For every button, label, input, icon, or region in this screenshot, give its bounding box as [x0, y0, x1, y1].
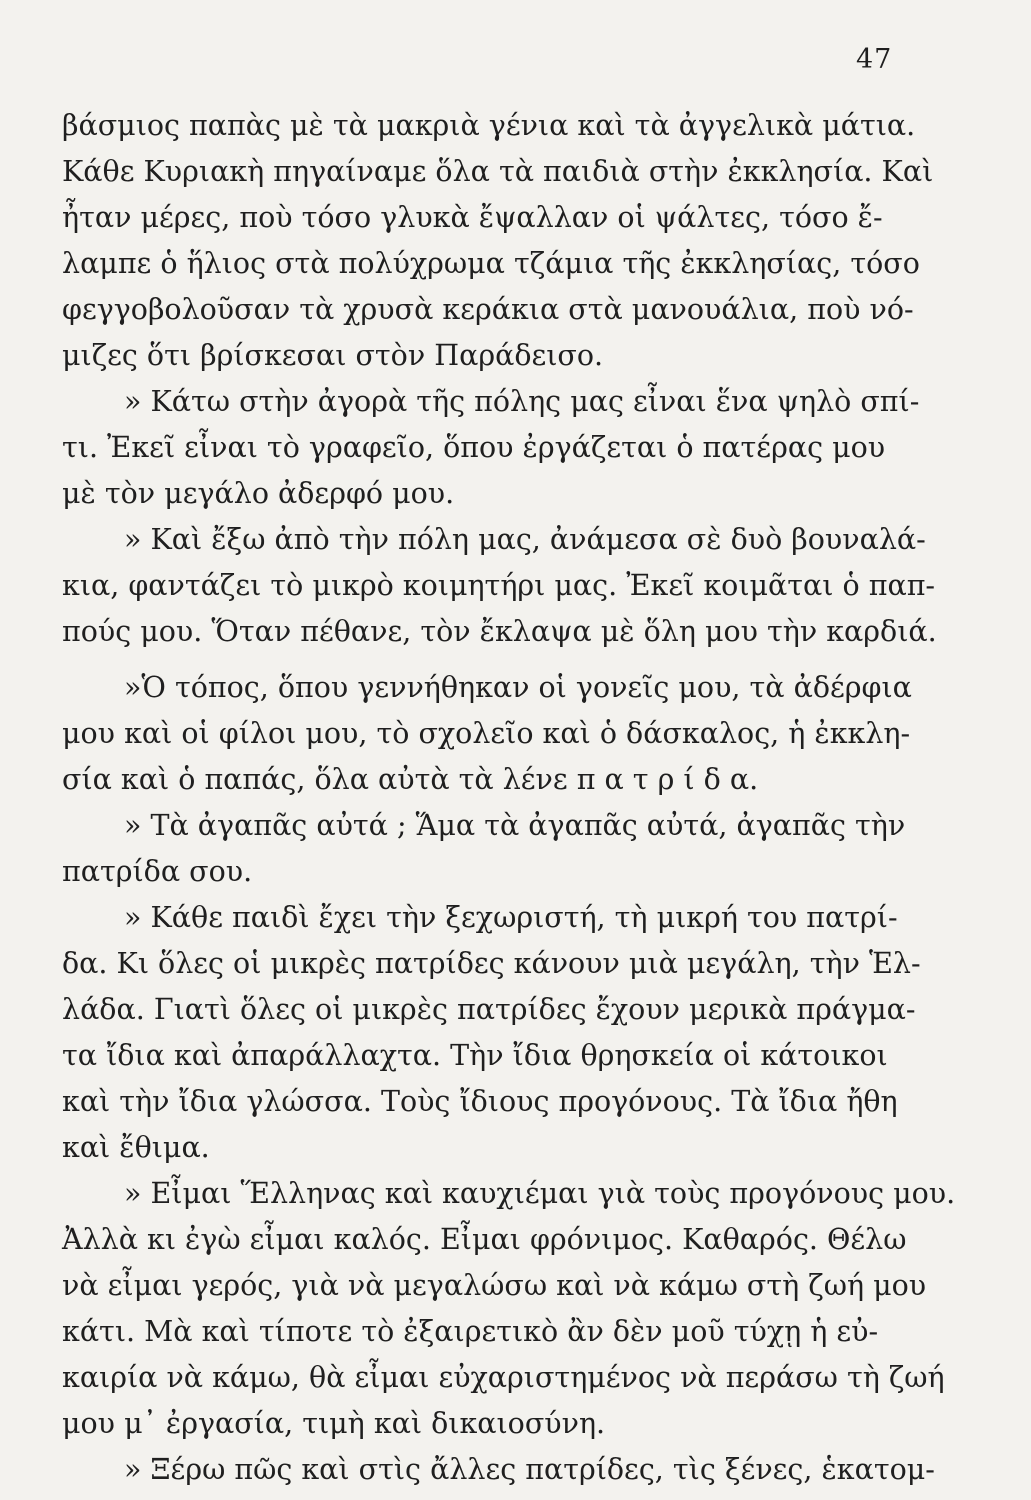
text-line: Κάθε Κυριακὴ πηγαίναμε ὅλα τὰ παιδιὰ στὴν ἐκκλησία. Καὶ: [62, 155, 934, 188]
text-line: » Ξέρω πῶς καὶ στὶς ἄλλες πατρίδες, τὶς ξένες, ἑκατομ-: [124, 1453, 935, 1486]
text-line: πούς μου. Ὅταν πέθανε, τὸν ἔκλαψα μὲ ὅλη μου τὴν καρδιά.: [62, 615, 937, 648]
text-line: κάτι. Μὰ καὶ τίποτε τὸ ἐξαιρετικὸ ἂν δὲν μοῦ τύχῃ ἡ εὐ-: [62, 1315, 879, 1348]
text-line: καὶ ἔθιμα.: [62, 1131, 210, 1164]
text-line: μὲ τὸν μεγάλο ἀδερφό μου.: [62, 477, 455, 510]
text-line: τα ἴδια καὶ ἀπαράλλαχτα. Τὴν ἴδια θρησκεία οἱ κάτοικοι: [62, 1039, 888, 1072]
text-line: βάσμιος παπὰς μὲ τὰ μακριὰ γένια καὶ τὰ ἀγγελικὰ μάτια.: [62, 109, 916, 142]
text-line: μου μ᾿ ἐργασία, τιμὴ καὶ δικαιοσύνη.: [62, 1407, 606, 1440]
text-line: κια, φαντάζει τὸ μικρὸ κοιμητήρι μας. Ἐκεῖ κοιμᾶται ὁ παπ-: [62, 569, 936, 602]
text-line: πατρίδα σου.: [62, 855, 253, 888]
text-line: ἦταν μέρες, ποὺ τόσο γλυκὰ ἔψαλλαν οἱ ψάλτες, τόσο ἔ-: [62, 201, 883, 234]
text-line: μιζες ὅτι βρίσκεσαι στὸν Παράδεισο.: [62, 339, 604, 372]
text-line: μου καὶ οἱ φίλοι μου, τὸ σχολεῖο καὶ ὁ δάσκαλος, ἡ ἐκκλη-: [62, 717, 911, 750]
text-line: καὶ τὴν ἴδια γλώσσα. Τοὺς ἴδιους προγόνους. Τὰ ἴδια ἤθη: [62, 1085, 898, 1118]
text-line: λάδα. Γιατὶ ὅλες οἱ μικρὲς πατρίδες ἔχουν μερικὰ πράγμα-: [62, 993, 916, 1026]
text-line: καιρία νὰ κάμω, θὰ εἶμαι εὐχαριστημένος νὰ περάσω τὴ ζωή: [62, 1361, 945, 1394]
text-line: » Κάτω στὴν ἀγορὰ τῆς πόλης μας εἶναι ἕνα ψηλὸ σπί-: [124, 385, 920, 418]
text-line: »Ὁ τόπος, ὅπου γεννήθηκαν οἱ γονεῖς μου, τὰ ἀδέρφια: [124, 671, 912, 704]
text-line: σία καὶ ὁ παπάς, ὅλα αὐτὰ τὰ λένε π α τ ρ ί δ α.: [62, 763, 759, 796]
text-line: φεγγοβολοῦσαν τὰ χρυσὰ κεράκια στὰ μανουάλια, ποὺ νό-: [62, 293, 914, 326]
text-line: » Τὰ ἀγαπᾶς αὐτά ; Ἅμα τὰ ἀγαπᾶς αὐτά, ἀγαπᾶς τὴν: [124, 809, 906, 842]
page-number: 47: [856, 44, 893, 75]
text-line: τι. Ἐκεῖ εἶναι τὸ γραφεῖο, ὅπου ἐργάζεται ὁ πατέρας μου: [62, 431, 886, 464]
text-line: λαμπε ὁ ἥλιος στὰ πολύχρωμα τζάμια τῆς ἐκκλησίας, τόσο: [62, 247, 920, 280]
text-line: » Καὶ ἔξω ἀπὸ τὴν πόλη μας, ἀνάμεσα σὲ δυὸ βουναλά-: [124, 523, 926, 556]
text-line: » Εἶμαι Ἕλληνας καὶ καυχιέμαι γιὰ τοὺς προγόνους μου.: [124, 1177, 956, 1210]
text-line: Ἀλλὰ κι ἐγὼ εἶμαι καλός. Εἶμαι φρόνιμος. Καθαρός. Θέλω: [62, 1223, 907, 1256]
text-line: νὰ εἶμαι γερός, γιὰ νὰ μεγαλώσω καὶ νὰ κάμω στὴ ζωή μου: [62, 1269, 927, 1302]
text-line: » Κάθε παιδὶ ἔχει τὴν ξεχωριστή, τὴ μικρή του πατρί-: [124, 901, 898, 934]
text-line: δα. Κι ὅλες οἱ μικρὲς πατρίδες κάνουν μιὰ μεγάλη, τὴν Ἑλ-: [62, 947, 921, 980]
